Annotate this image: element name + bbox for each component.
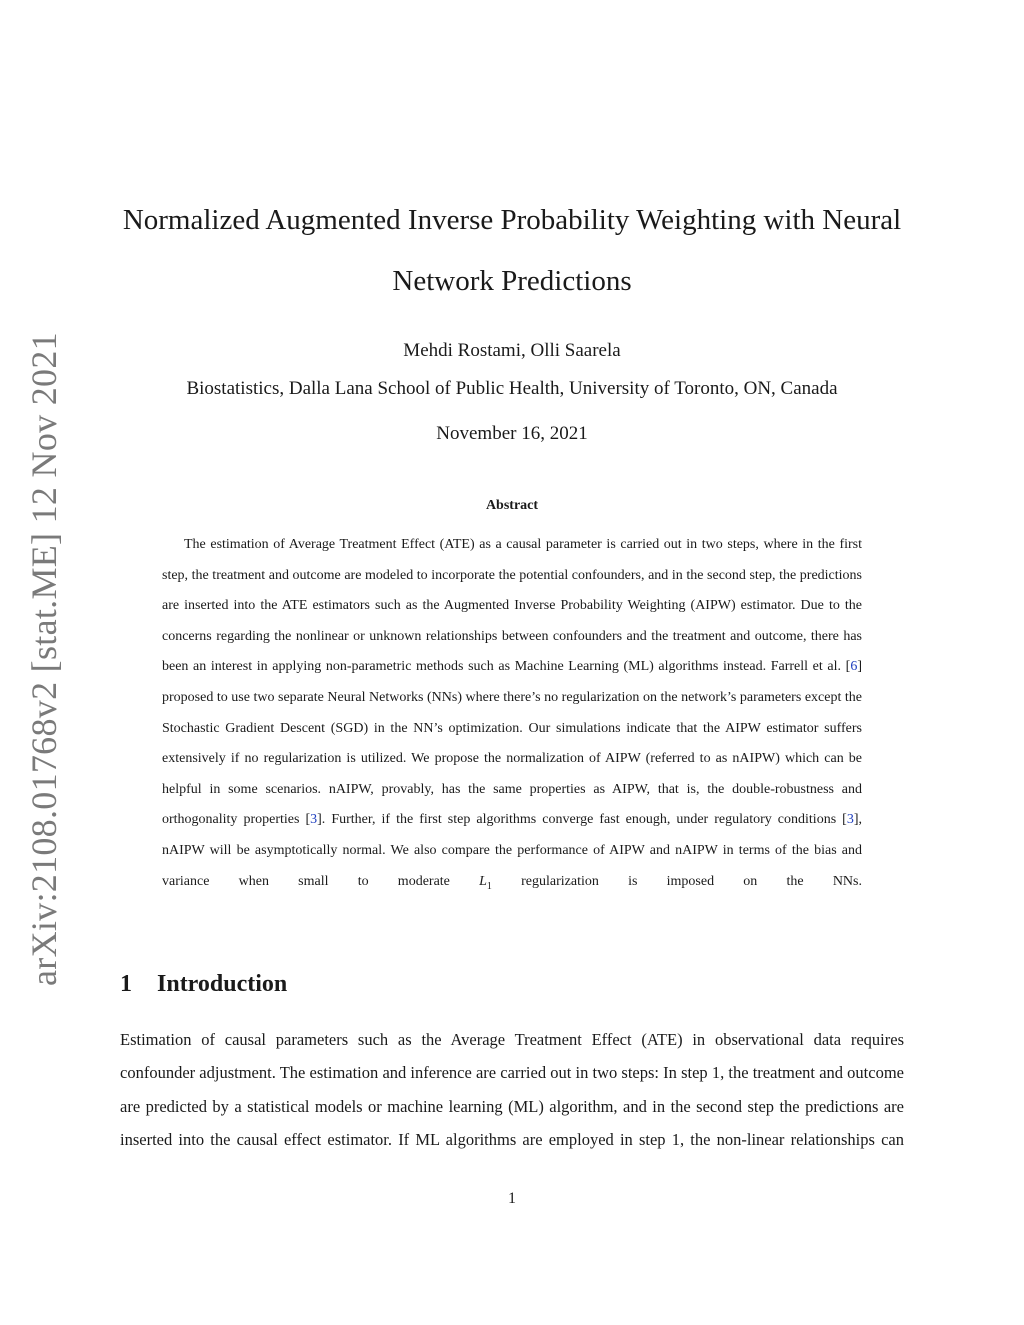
- introduction-paragraph: Estimation of causal parameters such as the Average Treatment Effect (ATE) in observational data requires confounder adjustment. The estimation and inference are carried out in two steps: In step 1, the treatment and outcome are predicted by a statistical models or machine learning (ML) algorithm, and in the second step the predictions are inserted into the causal effect estimator. If ML algorithms are employed in step 1, the non-linear relationships can: [120, 1030, 904, 1149]
- section-title: Introduction: [157, 971, 288, 997]
- citation-link-orthogonality[interactable]: 3: [310, 812, 318, 828]
- abstract-text-part-2: ] proposed to use two separate Neural Networks (NNs) where there’s no regularization on the network’s parameters except the Stochastic Gradient Descent (SGD) in the NN’s optimization. Our simulations indicate that the AIPW estimator suffers extensively if no regularization is utilized. We propose the normalization of AIPW (referred to as nAIPW) which can be helpful in some scenarios. nAIPW, provably, has the same properties as AIPW, that is, the double-robustness and orthogonality properties [: [162, 659, 862, 828]
- page-number: 1: [508, 1190, 516, 1207]
- abstract-heading: Abstract: [485, 498, 539, 513]
- section-heading-introduction: [120, 971, 287, 998]
- section-number: 1: [120, 971, 132, 997]
- abstract-text-part-4: ], nAIPW will be asymptotically normal. We also compare the performance of AIPW and nAIPW in terms of the bias and variance when small to moderate: [162, 812, 863, 889]
- abstract-body: [162, 530, 862, 902]
- paper-title-line-1: Normalized Augmented Inverse Probability Weighting with Neural: [122, 204, 902, 236]
- paper-authors: Mehdi Rostami, Olli Saarela: [403, 340, 621, 361]
- abstract-text-part-3: ]. Further, if the first step algorithms converge fast enough, under regulatory conditions [: [317, 812, 847, 828]
- math-l1-norm: $L_1$: [479, 873, 492, 892]
- citation-link-regulatory-conditions[interactable]: 3: [846, 812, 854, 828]
- abstract-text-part-5: regularization is imposed on the NNs.: [491, 873, 862, 889]
- paper-date: November 16, 2021: [436, 423, 588, 444]
- paper-title-line-2: Network Predictions: [392, 265, 632, 297]
- arxiv-identifier-stamp: arXiv:2108.01768v2 [stat.ME] 12 Nov 2021: [24, 332, 64, 986]
- abstract-text-part-1: The estimation of Average Treatment Effect (ATE) as a causal parameter is carried out in two steps, where in the first step, the treatment and outcome are modeled to incorporate the potential confounders, and in the second step, the predictions are inserted into the ATE estimators such as the Augmented Inverse Probability Weighting (AIPW) estimator. Due to the concerns regarding the nonlinear or unknown relationships between confounders and the treatment and outcome, there has been an interest in applying non-parametric methods such as Machine Learning (ML) algorithms instead. Farrell et al. [: [162, 537, 862, 675]
- citation-link-farrell[interactable]: 6: [850, 659, 858, 675]
- paper-affiliation: Biostatistics, Dalla Lana School of Public Health, University of Toronto, ON, Canada: [186, 378, 838, 399]
